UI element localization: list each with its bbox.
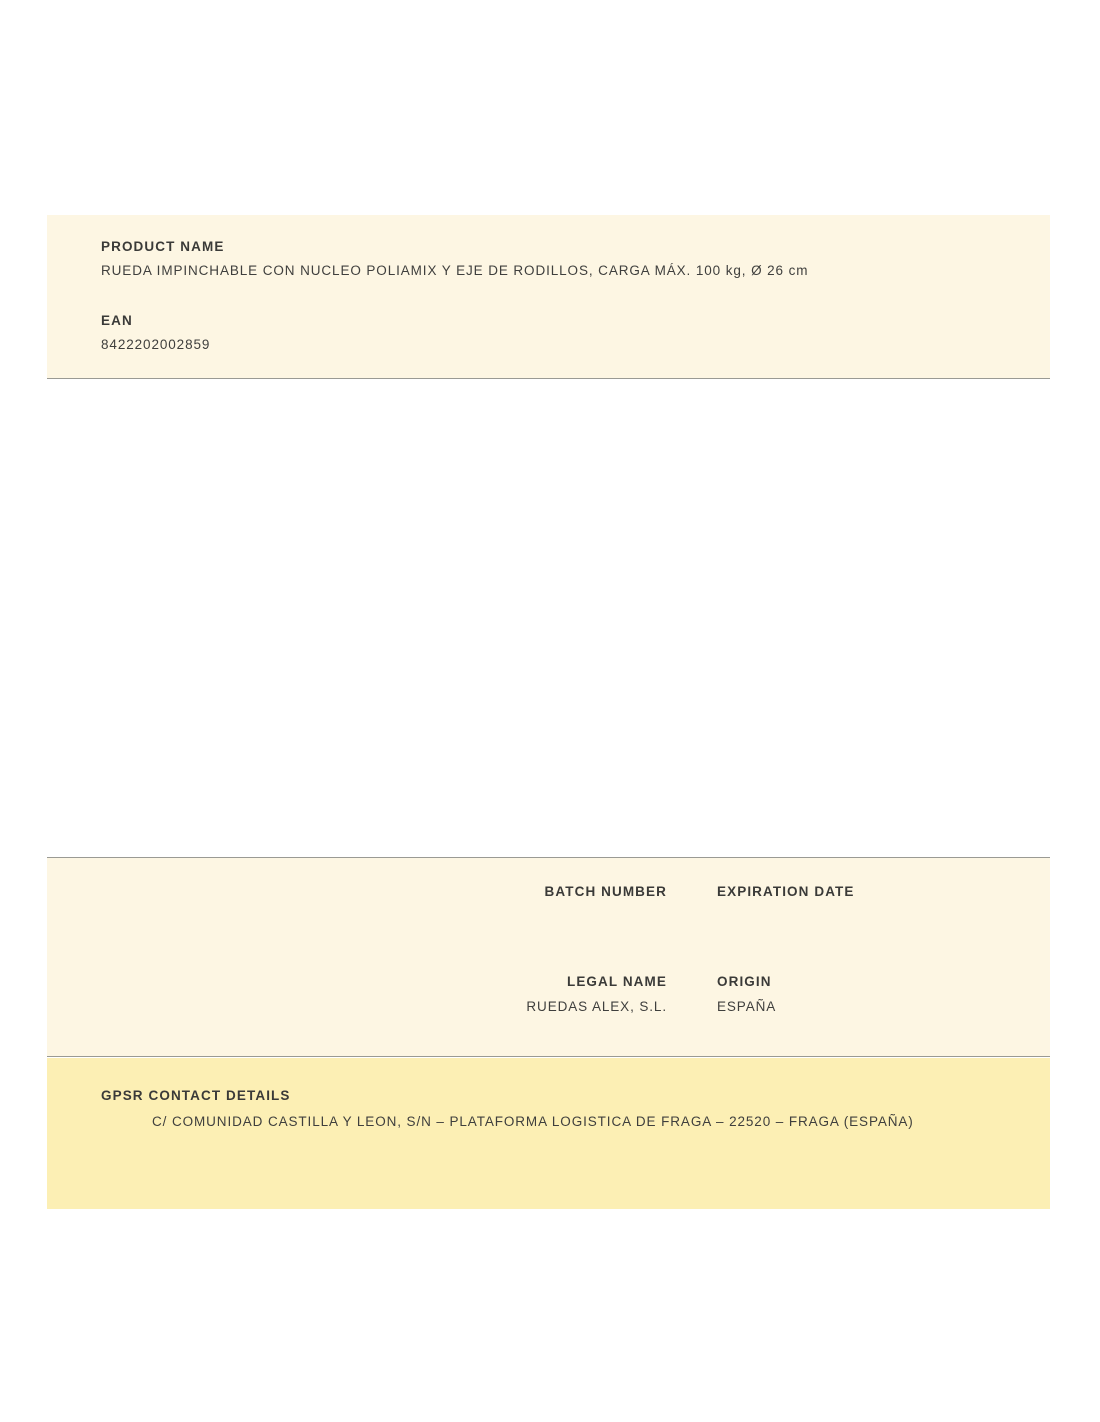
batch-number-group [47, 884, 667, 909]
ean-label: EAN [101, 313, 133, 328]
product-info-block [47, 215, 1050, 379]
ean-group [47, 313, 1050, 352]
origin-group [667, 974, 1050, 1014]
origin-label: ORIGIN [717, 974, 772, 989]
batch-row [47, 884, 1050, 909]
legal-row [47, 974, 1050, 1014]
blank-content-area [47, 396, 1050, 857]
batch-number-label: BATCH NUMBER [544, 884, 667, 899]
product-name-label: PRODUCT NAME [101, 239, 225, 254]
gpsr-contact-label: GPSR CONTACT DETAILS [101, 1088, 291, 1103]
batch-legal-block [47, 857, 1050, 1057]
origin-value: ESPAÑA [717, 999, 777, 1014]
gpsr-contact-value: C/ COMUNIDAD CASTILLA Y LEON, S/N – PLATAFORMA LOGISTICA DE FRAGA – 22520 – FRAGA (ESPAÑA) [152, 1114, 914, 1129]
expiration-date-label: EXPIRATION DATE [717, 884, 855, 899]
expiration-date-group [667, 884, 1050, 909]
legal-name-group [47, 974, 667, 1014]
legal-name-label: LEGAL NAME [566, 974, 667, 989]
gpsr-contact-block [47, 1058, 1050, 1209]
product-name-group [47, 239, 1050, 278]
ean-value: 8422202002859 [101, 337, 211, 352]
product-name-value: RUEDA IMPINCHABLE CON NUCLEO POLIAMIX Y EJE DE RODILLOS, CARGA MÁX. 100 kg, Ø 26 cm [101, 263, 809, 278]
legal-name-value: RUEDAS ALEX, S.L. [526, 999, 667, 1014]
